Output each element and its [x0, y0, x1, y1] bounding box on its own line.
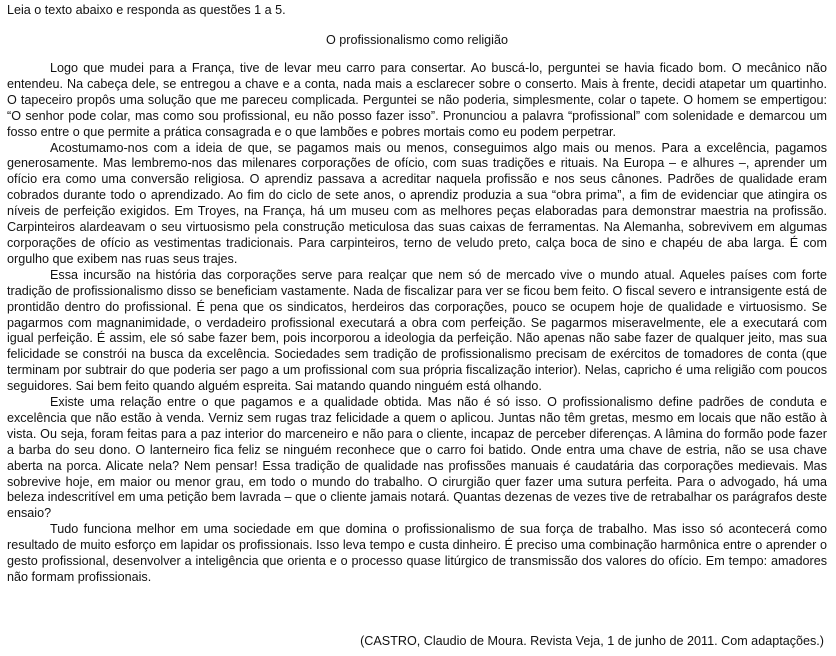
paragraph-3: Essa incursão na história das corporações serve para realçar que nem só de mercado vive o mundo atual. Aqueles países com forte tradição de profissionalismo disso se beneficiam vastamente. Nada de fiscalizar para ver se ficou bem feito. O fiscal severo e intransigente está de prontidão dentro do profissional. É pena que os sindicatos, herdeiros das corporações, pouco se ocupem hoje de qualidade e virtuosismo. Se pagarmos com magnanimidade, o verdadeiro profissional executará a obra com perfeição. Se pagarmos miseravelmente, ele a executará com igual perfeição. É assim, ele só sabe fazer bem, pois incorporou a ideologia da perfeição. Não apenas não sabe fazer de qualquer jeito, mas sua felicidade se constrói na busca da excelência. Sociedades sem tradição de profissionalismo precisam de exércitos de tomadores de conta (que terminam por subtrair do que poderia ser pago a um profissional com sua própria fiscalização interior). Nelas, capricho é uma religião com poucos seguidores. Sai bem feito quando alguém espreita. Sai matando quando ninguém está olhando. — [7, 267, 827, 394]
document-page — [7, 3, 827, 586]
text-body — [7, 61, 827, 586]
instructions-text: Leia o texto abaixo e responda as questões 1 a 5. — [7, 3, 286, 17]
paragraph-4: Existe uma relação entre o que pagamos e a qualidade obtida. Mas não é só isso. O profissionalismo define padrões de conduta e excelência que não estão à venda. Verniz sem rugas traz felicidade a quem o aplicou. Juntas não têm gretas, mesmo em locais que não estão à vista. Ou seja, foram feitas para a paz interior do marceneiro e não para o cliente, incapaz de perceber diferenças. A lâmina do formão pode fazer a barba do seu dono. O lanterneiro fica feliz se ninguém reconhece que o carro foi batido. Onde entra uma chave de estria, não se usa chave aberta na porca. Alicate nela? Nem pensar! Essa tradição de qualidade nas profissões manuais é caudatária das corporações medievais. Mas sobrevive hoje, em maior ou menor grau, em todo o mundo do trabalho. O cirurgião quer fazer uma sutura perfeita. Para o advogado, há uma beleza indescritível em uma petição bem lavrada – que o cliente jamais notará. Quantas dezenas de vezes tive de retrabalhar os parágrafos deste ensaio? — [7, 395, 827, 521]
paragraph-2: Acostumamo-nos com a ideia de que, se pagamos mais ou menos, conseguimos algo mais ou menos. Para a excelência, pagamos generosamente. Mas lembremo-nos das milenares corporações de ofício, com suas tradições e rituais. Na Europa – e alhures –, aprender um ofício era como uma conversão religiosa. O aprendiz passava a acreditar naquela profissão e nos seus cânones. Padrões de qualidade eram cobrados durante todo o aprendizado. Ao fim do ciclo de sete anos, o aprendiz produzia a sua “obra prima”, a fim de evidenciar que atingira os níveis de perfeição exigidos. Em Troyes, na França, há um museu com as melhores peças elaboradas para demonstrar maestria na profissão. Carpinteiros alardeavam o seu virtuosismo pela construção meticulosa das suas caixas de ferramentas. Na Alemanha, sobrevivem em algumas corporações de ofício as vestimentas tradicionais. Para carpinteiros, terno de veludo preto, calça boca de sino e chapéu de aba larga. É com orgulho que exibem nas ruas seus trajes. — [7, 140, 827, 266]
source-citation: (CASTRO, Claudio de Moura. Revista Veja, 1 de junho de 2011. Com adaptações.) — [360, 634, 824, 648]
text-title: O profissionalismo como religião — [326, 33, 508, 47]
paragraph-5: Tudo funciona melhor em uma sociedade em que domina o profissionalismo de sua força de trabalho. Mas isso só acontecerá como resultado de muito esforço em lapidar os profissionais. Isso leva tempo e custa dinheiro. É preciso uma combinação harmônica entre o aprender o gesto profissional, desenvolver a inteligência que orienta e o processo quase litúrgico de transmissão dos valores do ofício. Em tempo: amadores não formam profissionais. — [7, 522, 827, 584]
paragraph-1: Logo que mudei para a França, tive de levar meu carro para consertar. Ao buscá-lo, perguntei se havia ficado bom. O mecânico não entendeu. Na cabeça dele, se entregou a chave e a conta, nada mais a esclarecer sobre o conserto. Mais à frente, decidi atapetar um quartinho. O tapeceiro propôs uma solução que me pareceu complicada. Perguntei se não poderia, simplesmente, colar o tapete. O homem se empertigou: “O senhor pode colar, mas como sou profissional, eu não posso fazer isso”. Pronunciou a palavra “profissional” com solenidade e demarcou um fosso entre o que permite a prática consagrada e o que lambões e pobres mortais como eu podem perpetrar. — [7, 61, 827, 139]
